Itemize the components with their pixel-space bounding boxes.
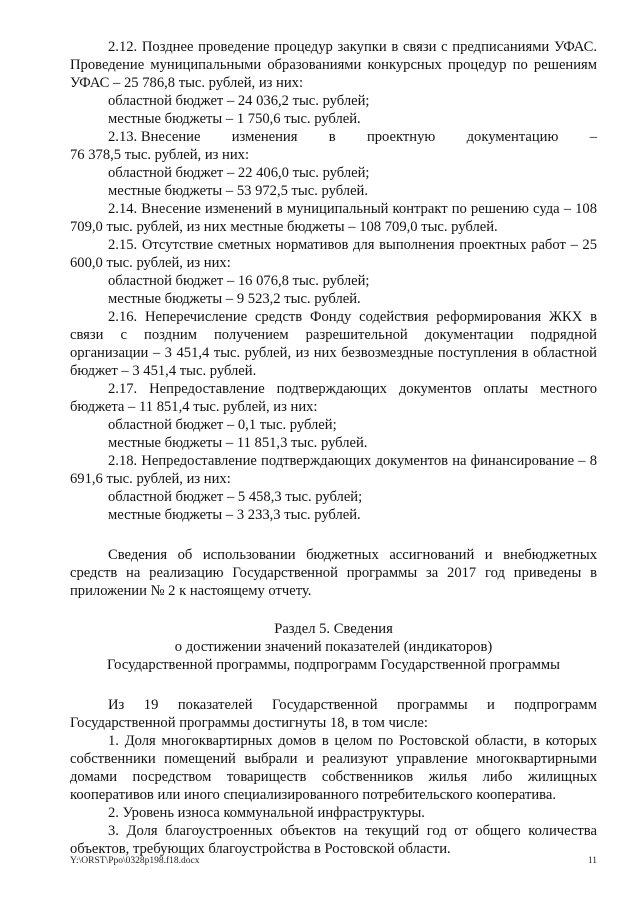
regional-budget-line: областной бюджет – 16 076,8 тыс. рублей;	[108, 273, 370, 289]
page-footer	[70, 856, 597, 866]
page-number: 11	[587, 856, 597, 866]
section-heading-line1: Раздел 5. Сведения	[274, 621, 393, 637]
indicator-item-1: 1. Доля многоквартирных домов в целом по Ростовской области, в которых собственники помещений выбрали и реализуют управление многоквартирными домами посредством товариществ собственников жилья либо жилищных кооперативов или иного специализированного потребительского кооператива.	[70, 733, 597, 803]
paragraph-2-13-continuation: 76 378,5 тыс. рублей, из них:	[70, 147, 250, 163]
paragraph-2-12: 2.12. Позднее проведение процедур закупки в связи с предписаниями УФАС. Проведение муниципальными образованиями конкурсных процедур по решениям УФАС – 25 786,8 тыс. рублей, из них:	[70, 39, 597, 91]
local-budget-line: местные бюджеты – 53 972,5 тыс. рублей.	[108, 183, 369, 199]
paragraph-2-16: 2.16. Неперечисление средств Фонду содействия реформирования ЖКХ в связи с поздним получением разрешительной документации подрядной организации – 3 451,4 тыс. рублей, из них безвозмездные поступления в областной бюджет – 3 451,4 тыс. рублей.	[70, 309, 597, 379]
local-budget-line: местные бюджеты – 9 523,2 тыс. рублей.	[108, 291, 361, 307]
regional-budget-line: областной бюджет – 22 406,0 тыс. рублей;	[108, 165, 370, 181]
regional-budget-line: областной бюджет – 5 458,3 тыс. рублей;	[108, 489, 363, 505]
info-paragraph: Сведения об использовании бюджетных ассигнований и внебюджетных средств на реализацию Государственной программы за 2017 год приведены в приложении № 2 к настоящему отчету.	[70, 547, 597, 599]
paragraph-2-14: 2.14. Внесение изменений в муниципальный контракт по решению суда – 108 709,0 тыс. рублей, из них местные бюджеты – 108 709,0 тыс. рублей.	[70, 201, 597, 235]
indicator-item-3: 3. Доля благоустроенных объектов на текущий год от общего количества объектов, требующих благоустройства в Ростовской области.	[70, 823, 597, 857]
document-page	[70, 38, 597, 858]
regional-budget-line: областной бюджет – 0,1 тыс. рублей;	[108, 417, 337, 433]
indicator-item-2: 2. Уровень износа коммунальной инфраструктуры.	[108, 805, 425, 821]
local-budget-line: местные бюджеты – 1 750,6 тыс. рублей.	[108, 111, 361, 127]
paragraph-2-13-first-line: 2.13. Внесение изменения в проектную документацию –	[108, 129, 597, 145]
paragraph-2-17: 2.17. Непредоставление подтверждающих документов оплаты местного бюджета – 11 851,4 тыс. рублей, из них:	[70, 381, 597, 415]
local-budget-line: местные бюджеты – 11 851,3 тыс. рублей.	[108, 435, 368, 451]
paragraph-2-18: 2.18. Непредоставление подтверждающих документов на финансирование – 8 691,6 тыс. рублей, из них:	[70, 453, 597, 487]
section-heading	[70, 620, 597, 674]
section-heading-line3: Государственной программы, подпрограмм Государственной программы	[107, 657, 560, 673]
regional-budget-line: областной бюджет – 24 036,2 тыс. рублей;	[108, 93, 370, 109]
paragraph-2-15: 2.15. Отсутствие сметных нормативов для выполнения проектных работ – 25 600,0 тыс. рублей, из них:	[70, 237, 597, 271]
section-heading-line2: о достижении значений показателей (индикаторов)	[174, 639, 493, 655]
local-budget-line: местные бюджеты – 3 233,3 тыс. рублей.	[108, 507, 361, 523]
indicators-intro: Из 19 показателей Государственной программы и подпрограмм Государственной программы достигнуты 18, в том числе:	[70, 697, 597, 731]
file-path: Y:\ORST\Ppo\0328p198.f18.docx	[70, 856, 200, 866]
